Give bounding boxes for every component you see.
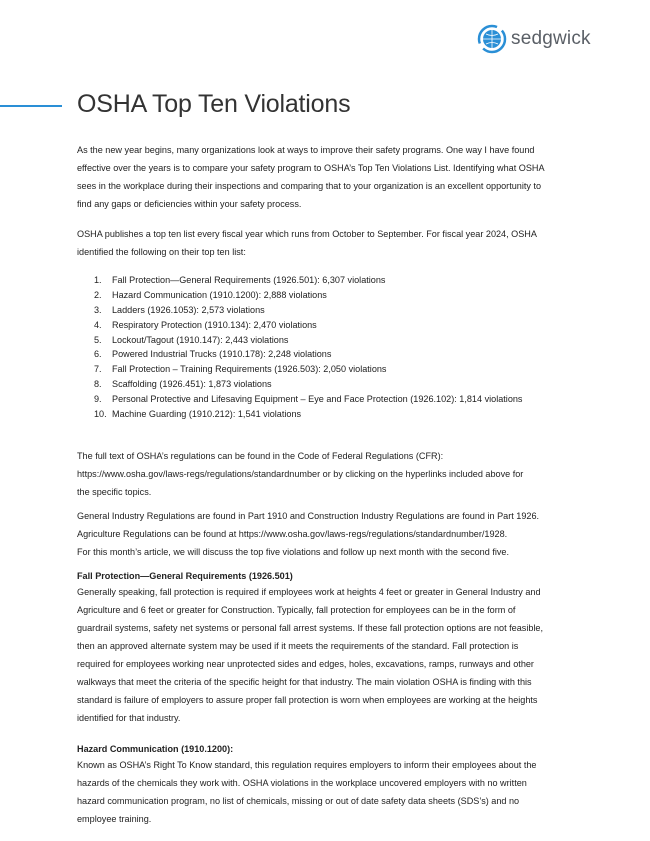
text-line: find any gaps or deficiencies within your safety process. [77,199,302,209]
section-body [77,583,597,727]
list-number: 6. [94,349,102,360]
violation-list-item [94,273,614,288]
list-text[interactable]: Fall Protection—General Requirements (1926.501): 6,307 violations [112,275,386,285]
intro-paragraph [77,141,597,213]
cfr-paragraph [77,447,597,501]
section-heading: Hazard Communication (1910.1200): [77,744,234,754]
violation-list-item [94,288,614,303]
list-text[interactable]: Fall Protection – Training Requirements (1926.503): 2,050 violations [112,364,387,375]
text-line: effective over the years is to compare your safety program to OSHA’s Top Ten Violations List. Identifying what OSHA [77,163,545,173]
list-number: 5. [94,334,102,345]
text-line: identified the following on their top ten list: [77,247,246,257]
text-line: The full text of OSHA’s regulations can be found in the Code of Federal Regulations (CFR): [77,451,444,461]
list-number: 8. [94,379,102,390]
list-text[interactable]: Lockout/Tagout (1910.147): 2,443 violations [112,334,289,345]
list-text[interactable]: Hazard Communication (1910.1200): 2,888 violations [112,289,327,300]
violation-list-item [94,347,614,362]
violation-list-item [94,392,614,407]
violation-list-item [94,318,614,333]
list-number: 7. [94,364,102,375]
text-line: the specific topics. [77,487,152,497]
section-fall-protection [77,567,597,727]
list-number: 10. [94,409,107,420]
text-line: For this month’s article, we will discuss the top five violations and follow up next month with the second five. [77,547,509,557]
list-text[interactable]: Respiratory Protection (1910.134): 2,470 violations [112,319,317,330]
page-title: OSHA Top Ten Violations [77,90,351,118]
violation-list-item [94,333,614,348]
text-line: Agriculture Regulations can be found at https://www.osha.gov/laws-regs/regulations/standardnumber/1928. [77,529,508,539]
text-line: https://www.osha.gov/laws-regs/regulations/standardnumber or by clicking on the hyperlinks included above for [77,469,524,479]
list-number: 3. [94,304,102,315]
list-text[interactable]: Personal Protective and Lifesaving Equipment – Eye and Face Protection (1926.102): 1,814 violations [112,394,523,405]
publishes-paragraph [77,225,597,261]
text-line: sees in the workplace during their inspections and comparing that to your organization is an excellent opportunity to [77,181,542,191]
violation-list-item [94,303,614,318]
logo-text: sedgwick [511,28,591,49]
list-text[interactable]: Ladders (1926.1053): 2,573 violations [112,304,265,315]
text-line: hazard communication program, no list of chemicals, missing or out of date safety data sheets (SDS’s) and no [77,796,520,806]
violation-list-item [94,362,614,377]
list-number: 2. [94,289,102,300]
text-line: standard is failure of employers to assure proper fall protection is worn when employees are working at the heights [77,695,538,705]
text-line: Known as OSHA’s Right To Know standard, this regulation requires employers to inform their employees about the [77,760,537,770]
text-line: then an approved alternate system may be used if it meets the requirements of the standard. Fall protection is [77,641,519,651]
section-body [77,756,597,828]
section-hazard-communication [77,740,597,828]
title-accent-rule [0,105,62,107]
list-number: 4. [94,319,102,330]
text-line: required for employees working near unprotected sides and edges, holes, excavations, ramps, runways and other [77,659,534,669]
violation-list-item [94,407,614,422]
text-line: Agriculture and 6 feet or greater for Construction. Typically, fall protection for employees can be in the form of [77,605,516,615]
text-line: walkways that meet the criteria of the specific height for that industry. The main violation OSHA is finding with this [77,677,532,687]
list-text[interactable]: Powered Industrial Trucks (1910.178): 2,248 violations [112,349,332,360]
text-line: hazards of the chemicals they work with. OSHA violations in the workplace uncovered employers with no written [77,778,527,788]
text-line: identified for that industry. [77,713,181,723]
list-number: 1. [94,275,102,285]
text-line: As the new year begins, many organizations look at ways to improve their safety programs. One way I have found [77,145,535,155]
parts-paragraph [77,507,597,561]
list-number: 9. [94,394,102,405]
globe-icon [477,24,507,54]
violation-list-item [94,377,614,392]
list-text[interactable]: Machine Guarding (1910.212): 1,541 violations [112,409,302,420]
text-line: OSHA publishes a top ten list every fiscal year which runs from October to September. For fiscal year 2024, OSHA [77,229,537,239]
text-line: Generally speaking, fall protection is required if employees work at heights 4 feet or greater in General Industry and [77,587,541,597]
sedgwick-logo [477,24,591,54]
section-heading: Fall Protection—General Requirements (1926.501) [77,571,293,581]
violations-list [94,273,614,422]
text-line: employee training. [77,814,152,824]
text-line: guardrail systems, safety net systems or personal fall arrest systems. If these fall protection options are not feasible, [77,623,544,633]
list-text[interactable]: Scaffolding (1926.451): 1,873 violations [112,379,272,390]
text-line: General Industry Regulations are found in Part 1910 and Construction Industry Regulations are found in Part 1926. [77,511,540,521]
